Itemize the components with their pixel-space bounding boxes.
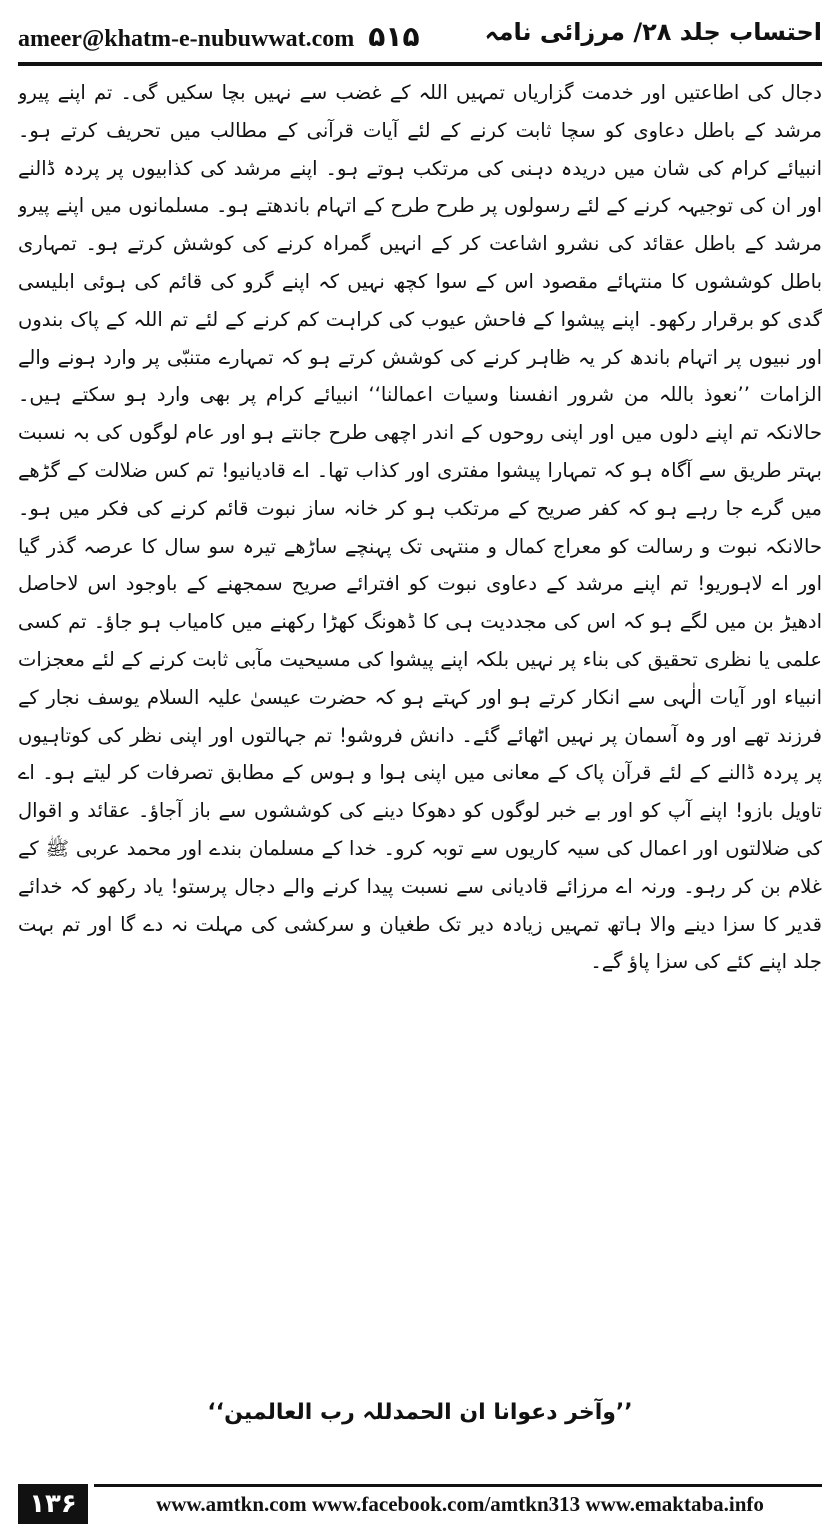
footer-page-number: ۱۳۶: [18, 1484, 88, 1524]
header-left: [18, 20, 420, 53]
footer-rule: [94, 1484, 822, 1487]
header-email: ameer@khatm-e-nubuwwat.com: [18, 26, 355, 52]
closing-line: ’’وآخر دعوانا ان الحمدللہ رب العالمین‘‘: [207, 1400, 633, 1425]
main-text: [18, 74, 822, 1396]
header-book-title: احتساب جلد ۲۸/ مرزائی نامہ: [484, 18, 822, 46]
paragraph: دجال کی اطاعتیں اور خدمت گزاریاں تمہیں اللہ کے غضب سے نہیں بچا سکیں گی۔ تم اپنے پیرو مرشد کے باطل دعاوی کو سچا ثابت کرنے کے لئے آیات قرآنی کے مطالب میں تحریف کرتے ہو۔ انبیائے کرام کی شان میں دریدہ دہنی کی مرتکب ہوتے ہو۔ اپنے مرشد کی کذابیوں پر پردہ ڈالنے اور ان کی توجیہہ کرنے کے لئے رسولوں پر طرح طرح کے اتہام باندھتے ہو۔ مسلمانوں میں اپنے پیرو مرشد کے باطل عقائد کی نشرو اشاعت کر کے انہیں گمراہ کرنے کی کوشش کرتے ہو۔ تمہاری باطل کوششوں کا منتہائے مقصود اس کے سوا کچھ نہیں کہ اپنے گرو کی قائم کی ہوئی ابلیسی گدی کو برقرار رکھو۔ اپنے پیشوا کے فاحش عیوب کی کراہت کم کرنے کے لئے تم اللہ کے پاک بندوں اور نبیوں پر اتہام باندھ کر یہ ظاہر کرنے کی کوشش کرتے ہو کہ تمہارے متنبّی پر وارد ہونے والے الزامات ’’نعوذ باللہ من شرور انفسنا وسیات اعمالنا‘‘ انبیائے کرام پر بھی وارد ہو سکتے ہیں۔ حالانکہ تم اپنے دلوں میں اور اپنی روحوں کے اندر اچھی طرح جانتے ہو اور عام لوگوں کی بہ نسبت بہتر طریق سے آگاہ ہو کہ تمہارا پیشوا مفتری اور کذاب تھا۔ اے قادیانیو! تم کس ضلالت کے گڑھے میں گرے جا رہے ہو کہ کفر صریح کے مرتکب ہو کر خانہ ساز نبوت قائم کرنے کی فکر میں ہو۔ حالانکہ نبوت و رسالت کو معراج کمال و منتہی تک پہنچے ساڑھے تیرہ سو سال کا عرصہ گذر گیا اور اے لاہوریو! تم اپنے مرشد کے دعاوی نبوت کو افترائے صریح سمجھنے کے باوجود اس لاحاصل ادھیڑ بن میں لگے ہو کہ اس کی مجددیت ہی کا ڈھونگ کھڑا رکھنے میں کامیاب ہو جاؤ۔ تم کسی علمی یا نظری تحقیق کی بناء پر نہیں بلکہ اپنے پیشوا کی مسیحیت مآبی ثابت کرنے کے لئے معجزات انبیاء اور آیات الٰہی سے انکار کرتے ہو اور کہتے ہو کہ حضرت عیسیٰ علیہ السلام یوسف نجار کے فرزند تھے اور وہ آسمان پر نہیں اٹھائے گئے۔ دانش فروشو! تم جہالتوں اور اپنی نظر کی کوتاہیوں پر پردہ ڈالنے کے لئے قرآن پاک کے معانی میں اپنی ہوا و ہوس کے مطابق تصرفات کر لیتے ہو۔ اے تاویل بازو! اپنے آپ کو اور بے خبر لوگوں کو دھوکا دینے کی کوششوں سے باز آجاؤ۔ عقائد و اقوال کی ضلالتوں اور اعمال کی سیہ کاریوں سے توبہ کرو۔ خدا کے مسلمان بندے اور محمد عربی ﷺ کے غلام بن کر رہو۔ ورنہ اے مرزائے قادیانی سے نسبت پیدا کرنے والے دجال پرستو! یاد رکھو کہ خدائے قدیر کا سزا دینے والا ہاتھ تمہیں زیادہ دیر تک طغیان و سرکشی کی مہلت نہ دے گا اور تم بہت جلد اپنے کئے کی سزا پاؤ گے۔: [18, 81, 822, 974]
page-header: [18, 14, 822, 58]
page-footer: [18, 1476, 822, 1528]
header-page-number: ۵۱۵: [368, 20, 420, 53]
footer-urls: www.amtkn.com www.facebook.com/amtkn313 www.emaktaba.info: [156, 1492, 764, 1516]
header-rule: [18, 62, 822, 66]
